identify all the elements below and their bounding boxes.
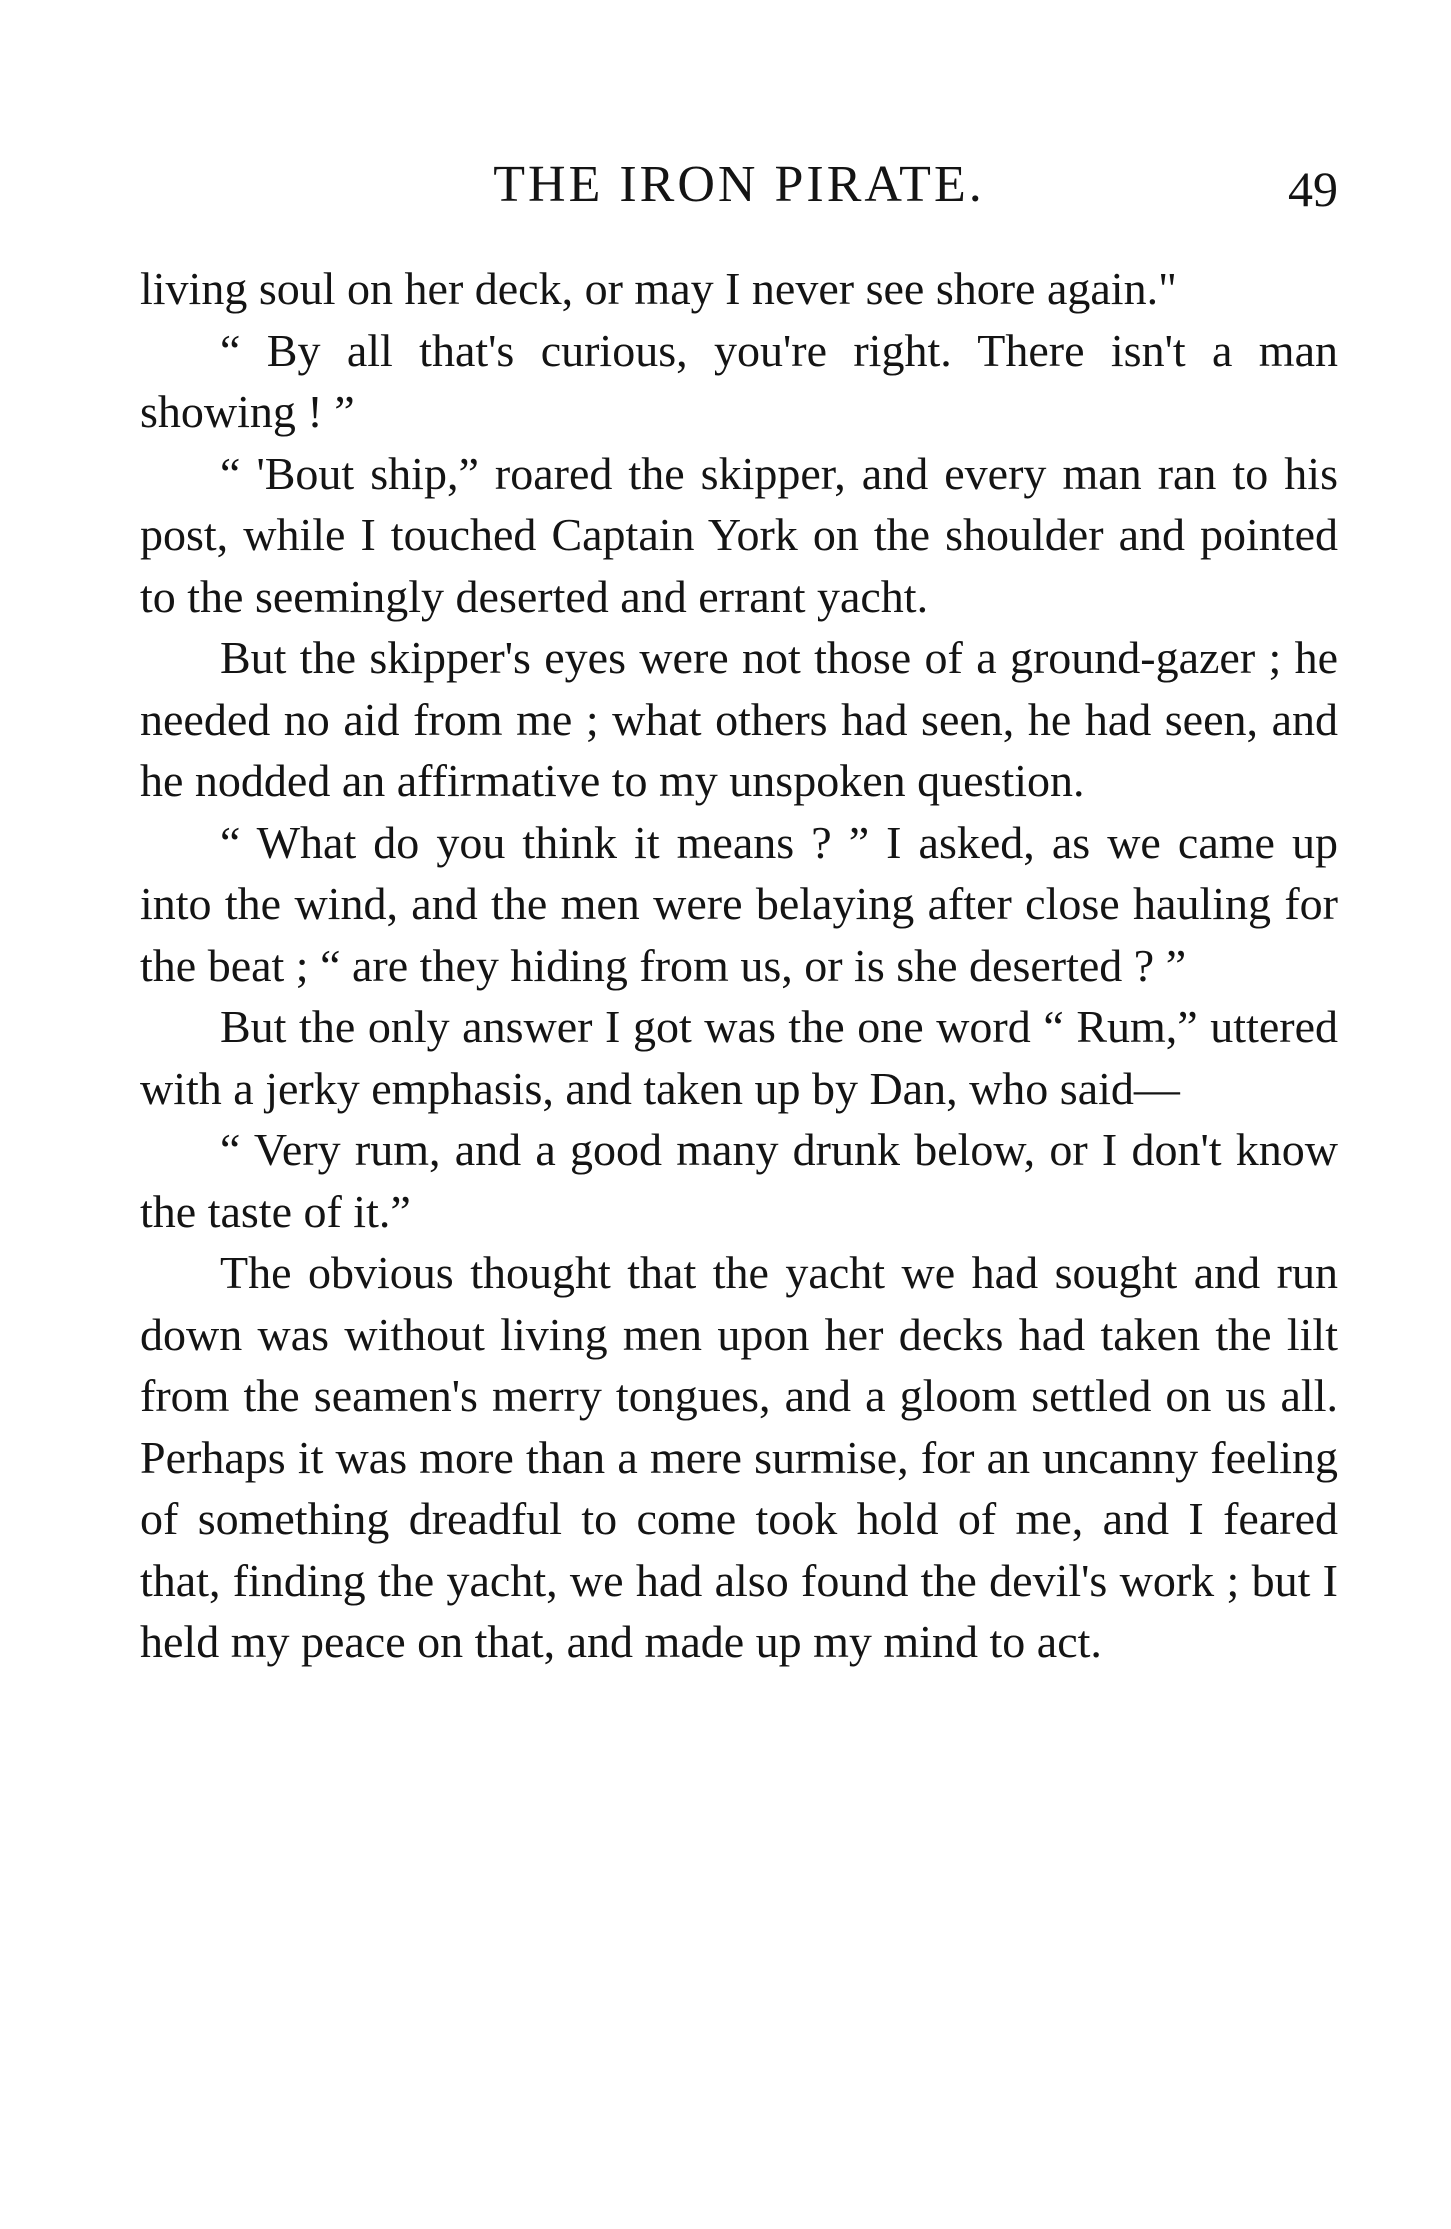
paragraph: “ Very rum, and a good many drunk below, or I don't know the taste of it.” xyxy=(140,1124,1338,1237)
body-text xyxy=(140,258,1338,1673)
paragraph: But the skipper's eyes were not those of a ground-gazer ; he needed no aid from me ; what others had seen, he had seen, and he nodded an affirmative to my unspoken question. xyxy=(140,632,1338,806)
page-number: 49 xyxy=(1288,161,1338,217)
paragraph: The obvious thought that the yacht we had sought and run down was without living men upon her decks had taken the lilt from the seamen's merry tongues, and a gloom settled on us all. Perhaps it was more than a mere surmise, for an uncanny feeling of something dreadful to come took hold of me, and I feared that, finding the yacht, we had also found the devil's work ; but I held my peace on that, and made up my mind to act. xyxy=(140,1247,1338,1667)
running-title: THE IRON PIRATE. xyxy=(493,156,985,213)
paragraph: “ What do you think it means ? ” I asked, as we came up into the wind, and the men were belaying after close hauling for the beat ; “ are they hiding from us, or is she deserted ? ” xyxy=(140,816,1338,991)
paragraph: “ 'Bout ship,” roared the skipper, and every man ran to his post, while I touched Captain York on the shoulder and pointed to the seemingly deserted and errant yacht. xyxy=(140,447,1338,622)
paragraph-continuation: living soul on her deck, or may I never see shore again." xyxy=(140,263,1177,314)
page-header xyxy=(140,150,1338,220)
paragraph: “ By all that's curious, you're right. There isn't a man showing ! ” xyxy=(140,324,1338,437)
paragraph: But the only answer I got was the one word “ Rum,” uttered with a jerky emphasis, and taken up by Dan, who said— xyxy=(140,1001,1338,1114)
